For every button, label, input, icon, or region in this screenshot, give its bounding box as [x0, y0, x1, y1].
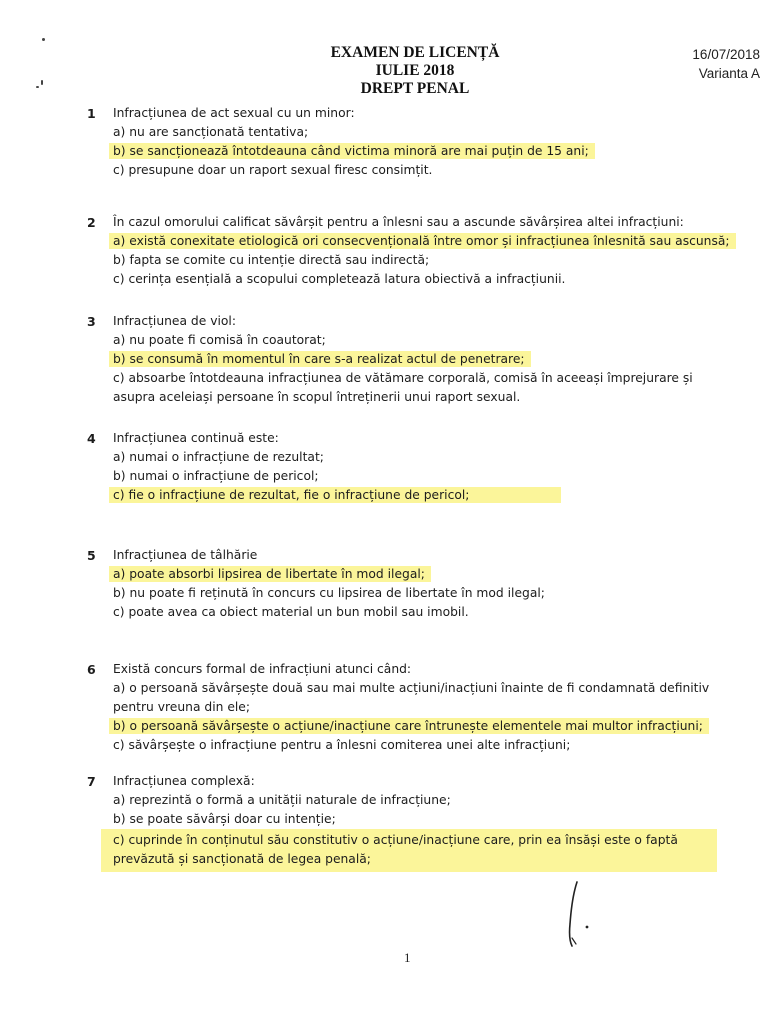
answer-option-a: a) reprezintă o formă a unității naturale de infracțiune;	[113, 793, 451, 807]
answer-option-b: b) numai o infracțiune de pericol;	[113, 469, 319, 483]
question-6	[0, 660, 768, 755]
exam-title	[250, 44, 580, 98]
answer-option-a: a) numai o infracțiune de rezultat;	[113, 450, 324, 464]
scan-speck	[42, 38, 45, 41]
title-line-subject: DREPT PENAL	[360, 80, 470, 97]
question-7	[0, 772, 768, 872]
answer-option-b-highlighted: b) se consumă în momentul în care s-a realizat actul de penetrare;	[113, 352, 525, 366]
question-number: 4	[87, 431, 96, 446]
answer-option-b-highlighted: b) o persoană săvârșește o acțiune/inacțiune care întrunește elementele mai multor infracțiuni;	[113, 719, 703, 733]
answer-option-c: c) săvârșește o infracțiune pentru a înlesni comiterea unei alte infracțiuni;	[113, 738, 571, 752]
question-2	[0, 213, 768, 289]
answer-option-a: a) nu are sancționată tentativa;	[113, 125, 309, 139]
scan-speck	[36, 86, 39, 88]
scan-speck	[41, 80, 43, 85]
page-number: 1	[404, 950, 411, 965]
question-stem: Infracțiunea de tâlhărie	[113, 548, 258, 562]
question-stem: Infracțiunea de viol:	[113, 314, 236, 328]
question-5	[0, 546, 768, 622]
question-number: 5	[87, 548, 96, 563]
answer-option-b: b) nu poate fi reținută în concurs cu lipsirea de libertate în mod ilegal;	[113, 586, 545, 600]
answer-option-c: c) cerința esențială a scopului completează latura obiectivă a infracțiunii.	[113, 272, 566, 286]
answer-option-c: c) absoarbe întotdeauna infracțiunea de vătămare corporală, comisă în aceeași împrejurare și asupra aceleiași persoane în scopul întreținerii unui raport sexual.	[113, 371, 693, 404]
question-stem: Infracțiunea complexă:	[113, 774, 255, 788]
question-number: 2	[87, 215, 96, 230]
answer-option-a-highlighted: a) poate absorbi lipsirea de libertate în mod ilegal;	[113, 567, 425, 581]
exam-date: 16/07/2018	[692, 47, 760, 62]
signature-mark	[560, 880, 610, 950]
question-number: 1	[87, 106, 96, 121]
question-list	[0, 104, 768, 894]
question-1	[0, 104, 768, 180]
exam-meta	[692, 45, 760, 83]
question-number: 3	[87, 314, 96, 329]
exam-variant: Varianta A	[698, 66, 760, 81]
question-stem: Există concurs formal de infracțiuni atunci când:	[113, 662, 412, 676]
question-stem: Infracțiunea continuă este:	[113, 431, 279, 445]
answer-option-a: a) o persoană săvârșește două sau mai multe acțiuni/inacțiuni înainte de fi condamnată definitiv pentru vreuna din ele;	[113, 681, 710, 714]
title-line-session: IULIE 2018	[375, 62, 455, 79]
question-number: 6	[87, 662, 96, 677]
answer-option-c-highlighted: c) cuprinde în conținutul său constitutiv o acțiune/inacțiune care, prin ea însăși este o faptă prevăzută și sancționată de legea penală;	[101, 829, 717, 872]
answer-option-b: b) se poate săvârși doar cu intenție;	[113, 812, 336, 826]
title-line-exam: EXAMEN DE LICENȚĂ	[330, 44, 500, 61]
answer-option-c-highlighted: c) fie o infracțiune de rezultat, fie o infracțiune de pericol;	[113, 487, 555, 503]
answer-option-c: c) poate avea ca obiect material un bun mobil sau imobil.	[113, 605, 469, 619]
answer-option-c: c) presupune doar un raport sexual firesc consimțit.	[113, 163, 433, 177]
answer-option-a: a) nu poate fi comisă în coautorat;	[113, 333, 326, 347]
question-number: 7	[87, 774, 96, 789]
question-stem: Infracțiunea de act sexual cu un minor:	[113, 106, 355, 120]
question-3	[0, 312, 768, 407]
question-4	[0, 429, 768, 505]
answer-option-b: b) fapta se comite cu intenție directă sau indirectă;	[113, 253, 430, 267]
question-stem: În cazul omorului calificat săvârșit pentru a înlesni sau a ascunde săvârșirea altei infracțiuni:	[113, 215, 684, 229]
answer-option-b-highlighted: b) se sancționează întotdeauna când victima minoră are mai puțin de 15 ani;	[113, 144, 589, 158]
answer-option-a-highlighted: a) există conexitate etiologică ori consecvențională între omor și infracțiunea înlesnită sau ascunsă;	[113, 234, 730, 248]
